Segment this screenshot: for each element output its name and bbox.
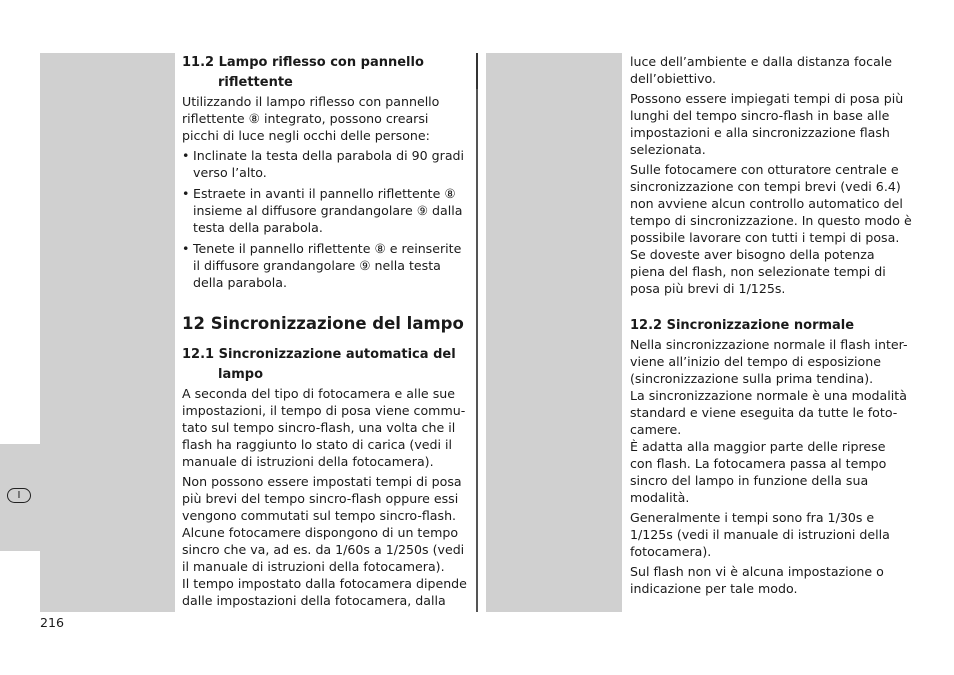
paragraph: La sincronizzazione normale è una modalità standard e viene eseguita da tutte le foto-camere. [630, 388, 907, 437]
paragraph: A seconda del tipo di fotocamera e alle sue impostazioni, il tempo di posa viene commu-tato sul tempo sincro-flash, una volta che il flash ha raggiunto lo stato di carica (vedi il manuale di istruzioni della fotocamera). [182, 386, 466, 469]
paragraph: Utilizzando il lampo riflesso con pannello riflettente ⑧ integrato, possono crearsi picchi di luce negli occhi delle persone: [182, 94, 440, 143]
heading-text-line1: Sincronizzazione automatica del [218, 347, 456, 362]
column-divider-accent [476, 53, 478, 89]
paragraph: Sulle fotocamere con otturatore centrale e sincronizzazione con tempi brevi (vedi 6.4) non avviene alcun controllo automatico del tempo di sincronizzazione. In questo modo è possibile lavorare con tutti i tempi di posa. [630, 162, 912, 245]
paragraph: luce dell’ambiente e dalla distanza focale dell’obiettivo. [630, 54, 893, 86]
heading-number: 12.1 [182, 347, 215, 362]
left-margin-band [40, 53, 175, 612]
heading-12-2: 12.2 Sincronizzazione normale [630, 318, 855, 333]
paragraph: Sul flash non vi è alcuna impostazione o indicazione per tale modo. [630, 564, 884, 596]
column-divider [476, 53, 478, 612]
bullet-item: • Tenete il pannello riflettente ⑧ e reinserite il diffusore grandangolare ⑨ nella testa della parabola. [182, 240, 467, 291]
language-badge: I [7, 488, 31, 503]
heading-text-line2: riflettente [218, 75, 293, 90]
right-margin-band [486, 53, 622, 612]
heading-12: 12 Sincronizzazione del lampo [182, 314, 464, 333]
left-column [182, 53, 467, 609]
heading-text-line1: Lampo riflesso con pannello [218, 55, 424, 70]
page-number: 216 [40, 615, 65, 630]
paragraph: Alcune fotocamere dispongono di un tempo sincro che va, ad es. da 1/60s a 1/250s (vedi il manuale di istruzioni della fotocamera). [182, 525, 465, 574]
paragraph: Non possono essere impostati tempi di posa più brevi del tempo sincro-flash oppure essi vengono commutati sul tempo sincro-flash. [182, 474, 462, 523]
paragraph: Il tempo impostato dalla fotocamera dipende dalle impostazioni della fotocamera, dalla [182, 576, 467, 608]
heading-text-line2: lampo [218, 367, 264, 382]
paragraph: Nella sincronizzazione normale il flash inter-viene all’inizio del tempo di esposizione (sincronizzazione sulla prima tendina). [630, 337, 908, 386]
heading-11-2 [182, 53, 467, 93]
right-column [630, 53, 912, 597]
paragraph: È adatta alla maggior parte delle riprese con flash. La fotocamera passa al tempo sincro del lampo in funzione della sua modalità. [630, 439, 887, 505]
heading-12-1 [182, 345, 467, 385]
bullet-item: • Estraete in avanti il pannello riflettente ⑧ insieme al diffusore grandangolare ⑨ dalla testa della parabola. [182, 185, 467, 236]
paragraph: Generalmente i tempi sono fra 1/30s e 1/125s (vedi il manuale di istruzioni della fotocamera). [630, 510, 890, 559]
paragraph: Possono essere impiegati tempi di posa più lunghi del tempo sincro-flash in base alle impostazioni e alla sincronizzazione flash selezionata. [630, 91, 904, 157]
paragraph: Se doveste aver bisogno della potenza piena del flash, non selezionate tempi di posa più brevi di 1/125s. [630, 247, 886, 296]
bullet-item: • Inclinate la testa della parabola di 90 gradi verso l’alto. [182, 147, 467, 181]
heading-number: 11.2 [182, 55, 215, 70]
